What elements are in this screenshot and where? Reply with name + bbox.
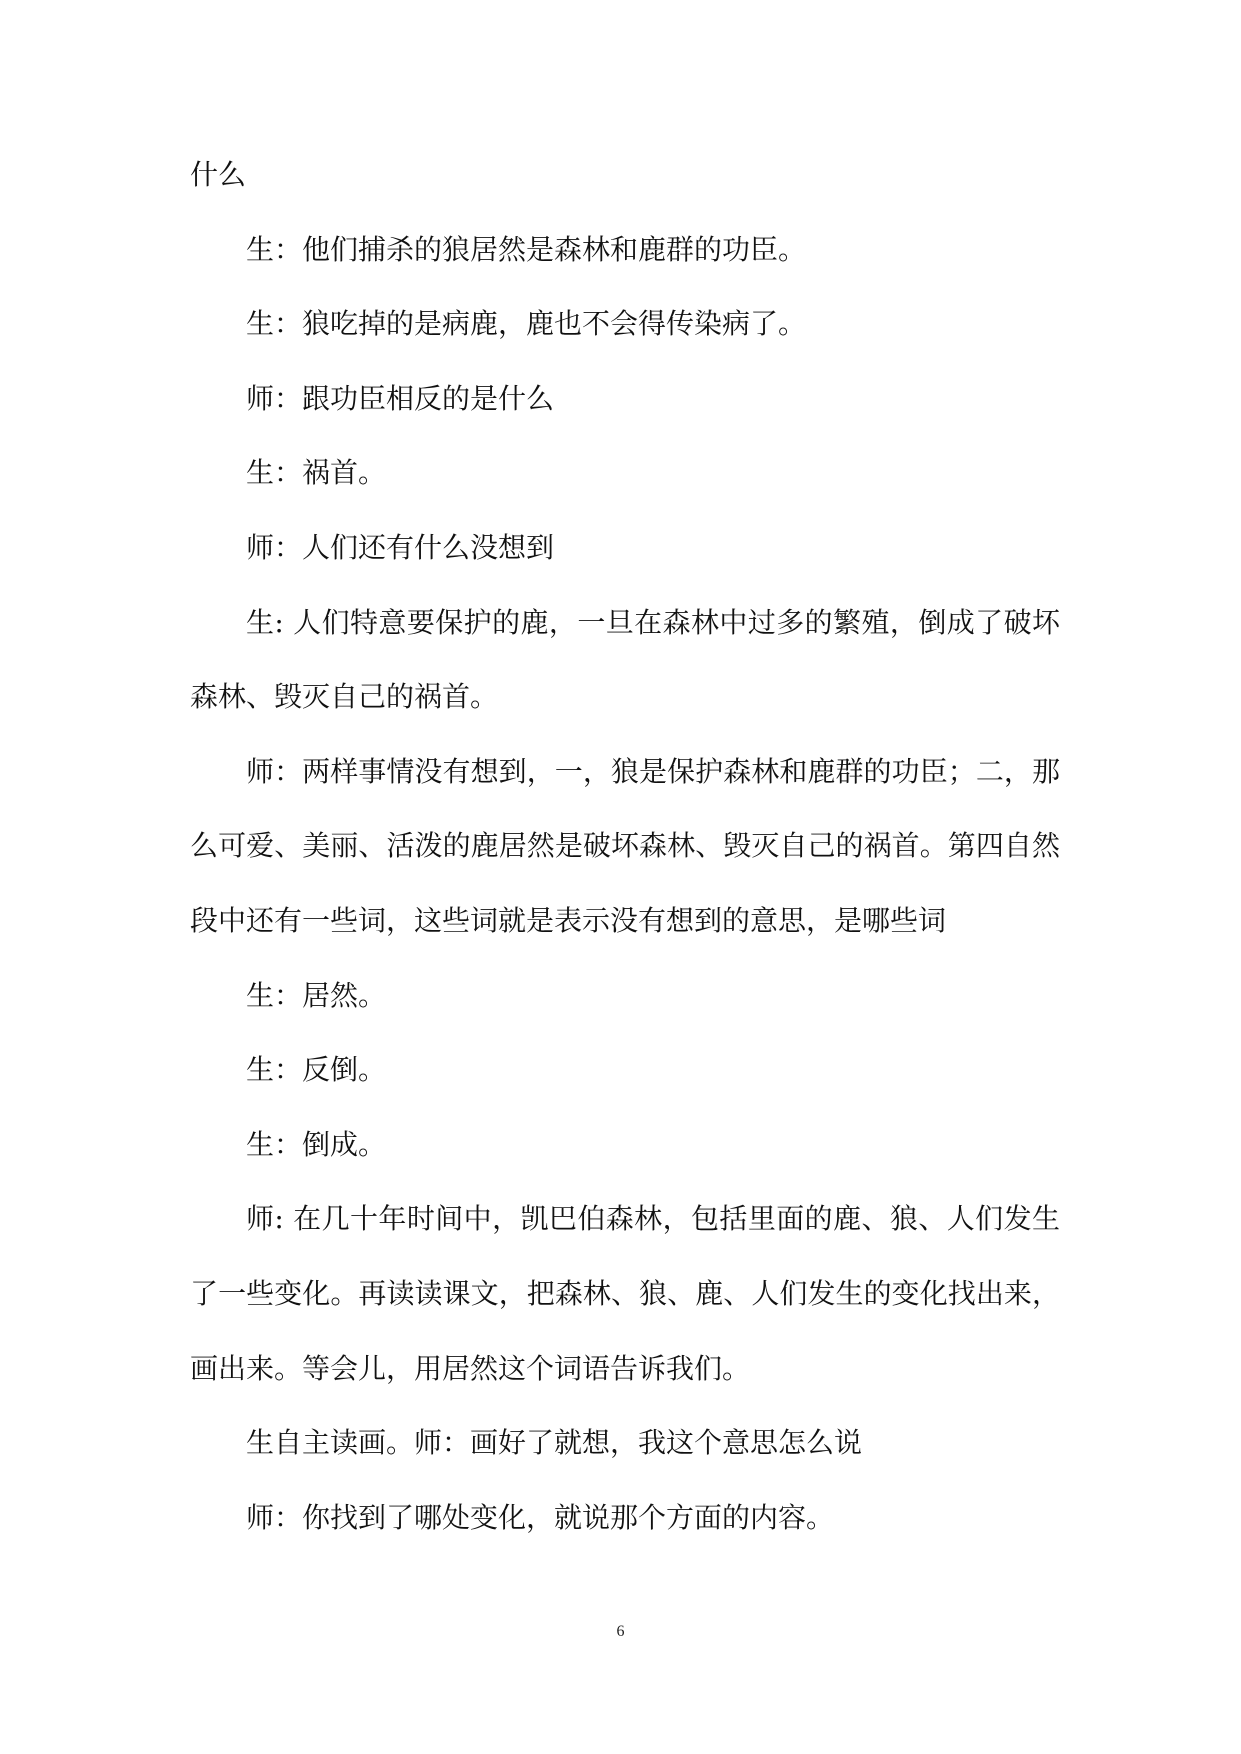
paragraph: 生：祸首。 [246,456,387,490]
paragraph: 生：他们捕杀的狼居然是森林和鹿群的功臣。 [246,232,807,266]
paragraph: 生自主读画。师：画好了就想，我这个意思怎么说 [246,1426,863,1460]
paragraph: 师：你找到了哪处变化，就说那个方面的内容。 [246,1500,835,1534]
paragraph: 师：两样事情没有想到，一，狼是保护森林和鹿群的功臣；二，那么可爱、美丽、活泼的鹿居然是破坏森林、毁灭自己的祸首。第四自然段中还有一些词，这些词就是表示没有想到的意思，是哪些词 [190,754,1060,937]
text-body [190,138,1060,1555]
paragraph: 生：倒成。 [246,1127,387,1161]
paragraph: 生：狼吃掉的是病鹿，鹿也不会得传染病了。 [246,307,807,341]
paragraph: 什么 [190,158,247,191]
paragraph: 生：反倒。 [246,1053,387,1087]
paragraph: 师: 在几十年时间中，凯巴伯森林，包括里面的鹿、狼、人们发生了一些变化。再读读课文，把森林、狼、鹿、人们发生的变化找出来，画出来。等会儿，用居然这个词语告诉我们。 [190,1202,1060,1385]
paragraph: 生: 人们特意要保护的鹿，一旦在森林中过多的繁殖，倒成了破坏森林、毁灭自己的祸首。 [190,605,1060,714]
page-number: 6 [616,1623,625,1640]
paragraph: 师：跟功臣相反的是什么 [246,381,555,415]
paragraph: 师：人们还有什么没想到 [246,530,555,564]
paragraph: 生：居然。 [246,978,387,1012]
